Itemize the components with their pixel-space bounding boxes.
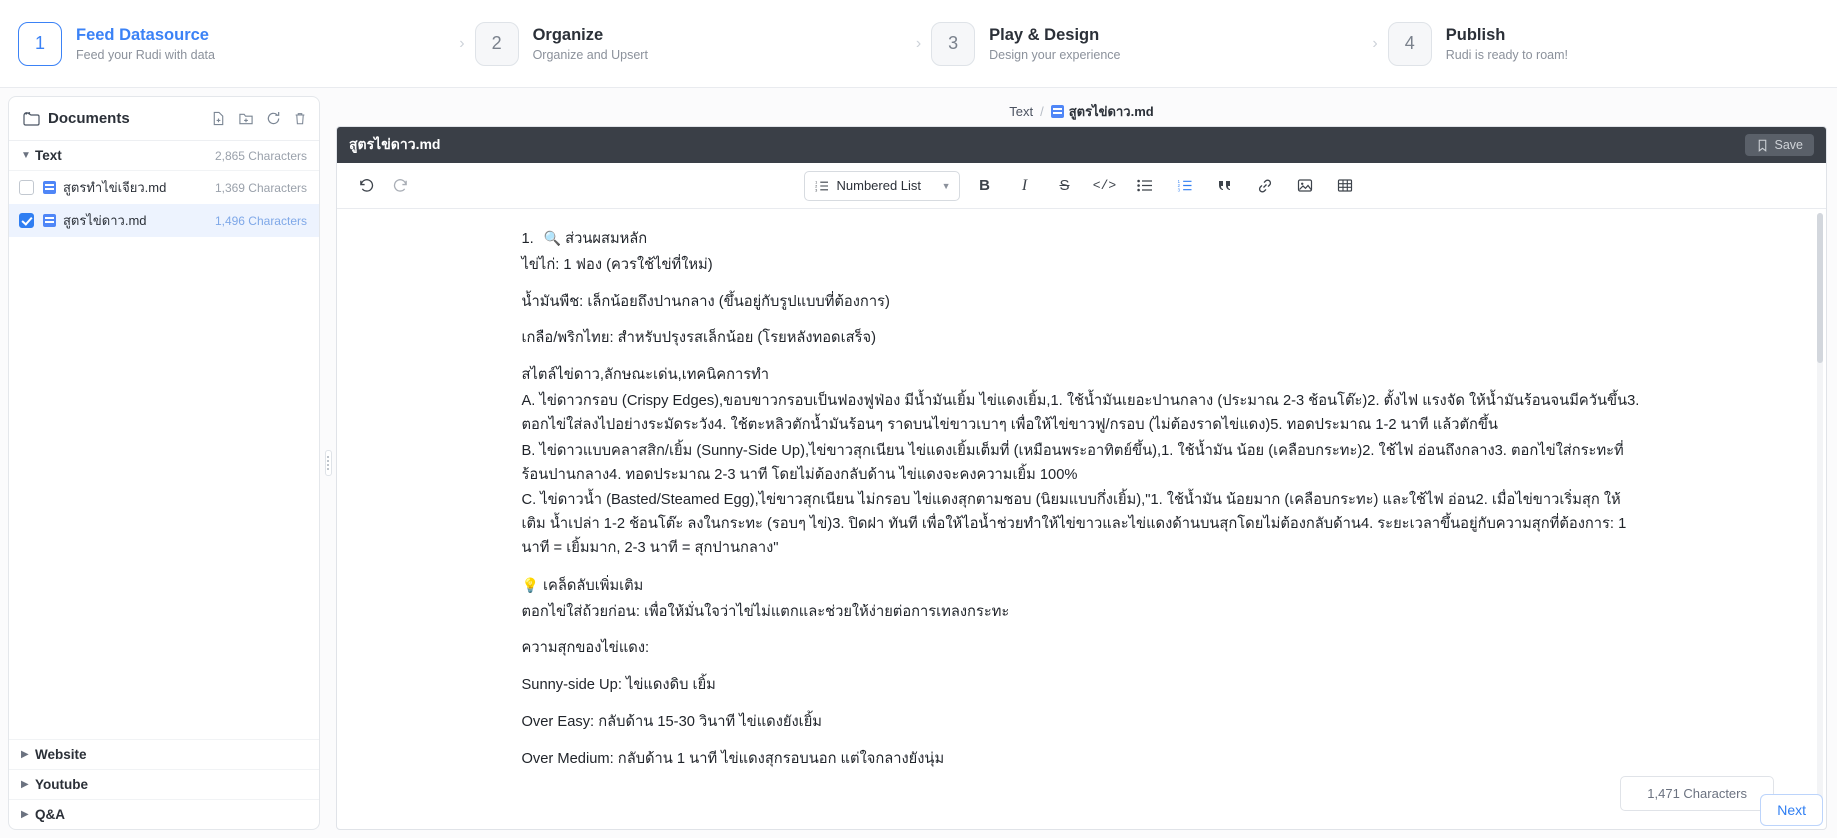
- step-chevron-icon-2: ›: [915, 34, 922, 52]
- sidebar-group-text[interactable]: [9, 141, 319, 171]
- paragraph: สไตล์ไข่ดาว,ลักษณะเด่น,เทคนิคการทำ: [521, 367, 770, 384]
- list-item[interactable]: [9, 171, 319, 204]
- sidebar-group-text-count: 2,865 Characters: [214, 148, 307, 163]
- tips-heading: [522, 574, 1642, 599]
- document-content-area[interactable]: [337, 209, 1826, 829]
- lightbulb-icon: 💡: [521, 576, 539, 593]
- numbered-list-icon: [815, 180, 829, 192]
- sidebar-actions: [211, 111, 307, 126]
- list-number: 1.: [521, 231, 534, 247]
- toolbar-format-group: [804, 171, 1360, 201]
- documents-sidebar: [8, 96, 320, 830]
- list-item-text: ส่วนผสมหลัก: [565, 231, 648, 247]
- breadcrumb-root[interactable]: Text: [1009, 103, 1034, 119]
- list-item[interactable]: [9, 204, 319, 237]
- svg-text:2: 2: [814, 184, 817, 189]
- link-button[interactable]: [1250, 171, 1280, 201]
- strikethrough-button[interactable]: S: [1059, 177, 1070, 194]
- paragraph: Sunny-side Up: ไข่แดงดิบ เยิ้ม: [521, 677, 716, 694]
- delete-icon[interactable]: [293, 111, 307, 126]
- step-play-and-design[interactable]: [931, 22, 1362, 66]
- sidebar-group-text-label: Text: [35, 148, 62, 163]
- editor-panel: [336, 88, 1837, 838]
- bulleted-list-button[interactable]: [1130, 171, 1160, 201]
- block-type-select[interactable]: [804, 171, 960, 201]
- step-3-badge: 3: [931, 22, 975, 66]
- document-body: [522, 227, 1642, 829]
- sidebar-title: Documents: [48, 110, 130, 127]
- step-3-subtitle: Design your experience: [989, 48, 1121, 63]
- ordered-list-item: [522, 227, 1642, 252]
- save-label: Save: [1774, 138, 1803, 152]
- sidebar-header: [9, 97, 319, 141]
- sidebar-resize-handle[interactable]: [320, 88, 336, 838]
- save-button[interactable]: [1745, 134, 1815, 156]
- chevron-down-icon: ▼: [21, 150, 31, 161]
- refresh-icon[interactable]: [266, 111, 281, 126]
- next-button[interactable]: Next: [1760, 794, 1823, 826]
- svg-text:2: 2: [1177, 183, 1180, 189]
- document-name: สูตรไข่ดาว.md: [63, 213, 147, 228]
- table-button[interactable]: [1330, 171, 1360, 201]
- new-file-icon[interactable]: [211, 111, 226, 126]
- paragraph: น้ำมันพืช: เล็กน้อยถึงปานกลาง (ขึ้นอยู่กับรูปแบบที่ต้องการ): [521, 293, 890, 310]
- document-checkbox[interactable]: [19, 180, 34, 195]
- documents-icon: [23, 111, 40, 126]
- step-2-badge: 2: [475, 22, 519, 66]
- svg-text:1: 1: [1177, 179, 1180, 184]
- editor-titlebar: [337, 127, 1826, 163]
- save-icon: [1756, 139, 1769, 152]
- block-type-value: Numbered List: [836, 178, 922, 193]
- step-4-subtitle: Rudi is ready to roam!: [1445, 48, 1569, 63]
- bold-button[interactable]: B: [979, 177, 990, 194]
- breadcrumb-separator: /: [1040, 103, 1044, 119]
- italic-button[interactable]: I: [1021, 176, 1028, 194]
- code-button[interactable]: </>: [1092, 178, 1117, 193]
- paragraph: Over Easy: กลับด้าน 15-30 วินาที ไข่แดงยังเยิ้ม: [521, 714, 822, 730]
- step-4-text: [1446, 25, 1568, 63]
- sidebar-spacer: [9, 237, 319, 739]
- paragraph: เกลือ/พริกไทย: สำหรับปรุงรสเล็กน้อย (โรยหลังทอดเสร็จ): [521, 330, 876, 347]
- step-organize[interactable]: [475, 22, 906, 66]
- document-name: สูตรทำไข่เจียว.md: [63, 180, 167, 195]
- list-item-subtext: ไข่ไก่: 1 ฟอง (ควรใช้ไข่ที่ใหม่): [521, 256, 713, 273]
- editor-filename: สูตรไข่ดาว.md: [349, 136, 441, 152]
- sidebar-bottom-groups: [9, 739, 319, 829]
- document-checkbox[interactable]: [19, 213, 34, 228]
- main-body: [0, 88, 1837, 838]
- markdown-file-icon: [43, 214, 56, 227]
- step-1-title: Feed Datasource: [76, 25, 209, 44]
- breadcrumb-current: สูตรไข่ดาว.md: [1068, 103, 1154, 119]
- paragraph: ตอกไข่ใส่ถ้วยก่อน: เพื่อให้มั่นใจว่าไข่ไม่แตกและช่วยให้ง่ายต่อการเทลงกระทะ: [521, 603, 1010, 620]
- document-char-count: 1,496 Characters: [214, 213, 307, 228]
- step-2-text: [533, 25, 648, 63]
- step-4-badge: 4: [1388, 22, 1432, 66]
- sidebar-group-website[interactable]: [9, 739, 319, 769]
- svg-text:3: 3: [814, 187, 817, 192]
- step-chevron-icon-1: ›: [459, 34, 465, 52]
- markdown-file-icon: [1051, 105, 1064, 118]
- step-4-title: Publish: [1445, 25, 1506, 44]
- magnifier-icon: 🔍: [543, 230, 562, 246]
- breadcrumb: [336, 96, 1827, 126]
- undo-icon[interactable]: [351, 171, 381, 201]
- drag-grip-icon[interactable]: [325, 450, 332, 476]
- editor-scrollbar[interactable]: [1817, 213, 1823, 823]
- step-1-text: [76, 25, 215, 63]
- image-button[interactable]: [1290, 171, 1320, 201]
- step-chevron-icon-3: ›: [1372, 34, 1378, 52]
- chevron-down-icon: ▼: [941, 180, 951, 191]
- markdown-editor: [336, 126, 1827, 830]
- step-feed-datasource[interactable]: [18, 22, 449, 66]
- svg-text:1: 1: [814, 180, 817, 185]
- step-1-subtitle: Feed your Rudi with data: [76, 48, 215, 63]
- step-3-text: [989, 25, 1120, 63]
- sidebar-group-qa-label: Q&A: [35, 807, 65, 822]
- redo-icon[interactable]: [385, 171, 415, 201]
- chevron-right-icon: ▶: [21, 809, 29, 820]
- sidebar-group-qa[interactable]: [9, 799, 319, 829]
- paragraph: ความสุกของไข่แดง:: [521, 640, 650, 657]
- paragraph: A. ไข่ดาวกรอบ (Crispy Edges),ขอบขาวกรอบเป็นฟองฟูฟ่อง มีน้ำมันเยิ้ม ไข่แดงเยิ้ม,1. ใช้น้ำมันเยอะปานกลาง (ประมาณ 2-3 ช้อนโต๊ะ)2. ตั้งไฟ แรงจัด ให้น้ำมันร้อนจนมีควันขึ้น3. ตอกไข่ใส่ลงไปอย่างระมัดระวัง4. ใช้ตะหลิวตักน้ำมันร้อนๆ ราดบนไข่ขาวเบาๆ เพื่อให้ไข่ขาวฟู/กรอบ (ไม่ต้องราดไข่แดง)5. ทอดประมาณ 1-2 นาที แล้วตักขึ้น: [521, 393, 1640, 433]
- step-2-title: Organize: [532, 25, 604, 44]
- chevron-right-icon: ▶: [21, 749, 29, 760]
- sidebar-group-youtube[interactable]: [9, 769, 319, 799]
- stepper: [0, 0, 1837, 88]
- step-publish[interactable]: [1388, 22, 1819, 66]
- step-2-subtitle: Organize and Upsert: [532, 48, 648, 63]
- step-1-badge: 1: [18, 22, 62, 66]
- toolbar-history-group: [351, 171, 415, 201]
- char-count-badge: 1,471 Characters: [1620, 776, 1774, 811]
- scrollbar-thumb[interactable]: [1817, 213, 1823, 363]
- editor-toolbar: [337, 163, 1826, 209]
- paragraph: B. ไข่ดาวแบบคลาสสิก/เยิ้ม (Sunny-Side Up),ไข่ขาวสุกเนียน ไข่แดงเยิ้มเต็มที่ (เหมือนพระอาทิตย์ขึ้น),1. ใช้น้ำมัน น้อย (เคลือบกระทะ)2. ใช้ไฟ อ่อนถึงกลาง3. ตอกไข่ใส่กระทะที่ร้อนปานกลาง4. ทอดประมาณ 2-3 นาที โดยไม่ต้องกลับด้าน ไข่แดงจะคงความเยิ้ม 100%: [521, 442, 1624, 483]
- chevron-right-icon: ▶: [21, 779, 29, 790]
- step-3-title: Play & Design: [989, 25, 1100, 44]
- tips-heading-text: เคล็ดลับเพิ่มเติม: [543, 577, 644, 594]
- paragraph: Over Medium: กลับด้าน 1 นาที ไข่แดงสุกรอบนอก แต่ใจกลางยังนุ่ม: [521, 750, 945, 767]
- new-folder-icon[interactable]: [238, 111, 254, 126]
- document-char-count: 1,369 Characters: [214, 180, 307, 195]
- markdown-file-icon: [43, 181, 56, 194]
- svg-text:3: 3: [1177, 187, 1180, 192]
- sidebar-group-website-label: Website: [35, 747, 87, 762]
- paragraph: C. ไข่ดาวน้ำ (Basted/Steamed Egg),ไข่ขาวสุกเนียน ไม่กรอบ ไข่แดงสุกตามชอบ (นิยมแบบกึ่งเยิ้ม),"1. ใช้น้ำมัน น้อยมาก (เคลือบกระทะ) และใช้ไฟ อ่อน2. เมื่อไข่ขาวเริ่มสุก ให้เติม น้ำเปล่า 1-2 ช้อนโต๊ะ ลงในกระทะ (รอบๆ ไข่)3. ปิดฝา ทันที เพื่อให้ไอน้ำช่วยทำให้ไข่ขาวและไข่แดงด้านบนสุกโดยไม่ต้องกลับด้าน4. ระยะเวลาขึ้นอยู่กับความสุกที่ต้องการ: 1 นาที = เยิ้มมาก, 2-3 นาที = สุกปานกลาง": [521, 492, 1627, 556]
- quote-button[interactable]: [1210, 171, 1240, 201]
- numbered-list-button[interactable]: [1170, 171, 1200, 201]
- sidebar-group-youtube-label: Youtube: [35, 777, 88, 792]
